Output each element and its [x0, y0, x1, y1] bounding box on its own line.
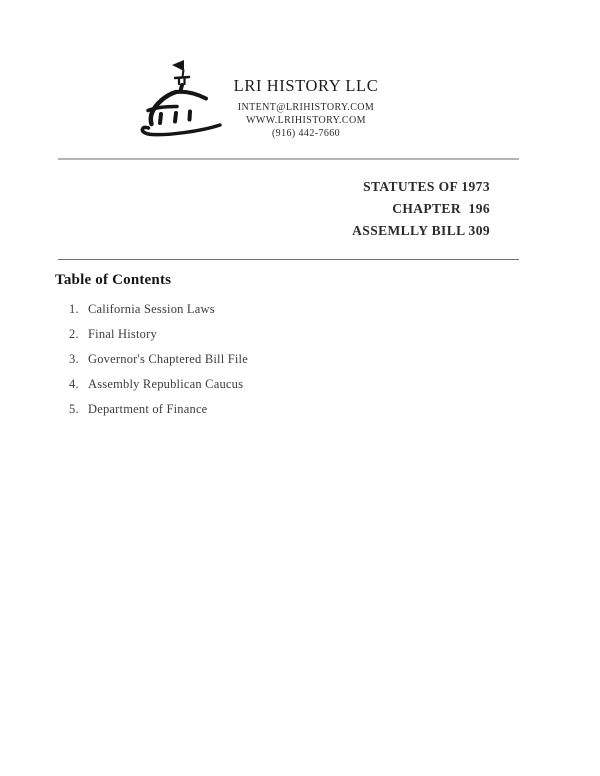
assembly-bill-line: ASSEMLLY BILL 309 [352, 223, 490, 238]
email-text: INTENT@LRIHISTORY.COM [237, 102, 375, 113]
toc-item [69, 352, 469, 377]
toc-item-label: Assembly Republican Caucus [88, 377, 244, 391]
toc-item-number: 5. [69, 402, 79, 416]
toc-item [69, 402, 469, 427]
capitol-dome-logo-icon [140, 58, 224, 144]
chapter-line: CHAPTER 196 [392, 201, 490, 216]
company-name: LRI HISTORY LLC [233, 76, 379, 95]
toc-item-number: 2. [69, 327, 79, 341]
toc-item-label: Final History [88, 327, 157, 341]
toc-item-number: 4. [69, 377, 79, 391]
letterhead [222, 76, 390, 140]
statutes-line: STATUTES OF 1973 [363, 179, 490, 194]
toc-item [69, 302, 469, 327]
toc-item-label: California Session Laws [88, 302, 215, 316]
toc-title: Table of Contents [55, 272, 172, 288]
toc-item [69, 377, 469, 402]
toc-item-number: 1. [69, 302, 79, 316]
toc-item-label: Department of Finance [88, 402, 208, 416]
website-text: WWW.LRIHISTORY.COM [246, 115, 366, 126]
horizontal-rule-top [58, 158, 519, 160]
horizontal-rule-bottom [58, 259, 519, 260]
toc-item-number: 3. [69, 352, 79, 366]
toc-item [69, 327, 469, 352]
toc-list [69, 302, 469, 427]
phone-text: (916) 442-7660 [271, 128, 341, 139]
toc-item-label: Governor's Chaptered Bill File [88, 352, 248, 366]
statute-reference-block [352, 176, 490, 242]
